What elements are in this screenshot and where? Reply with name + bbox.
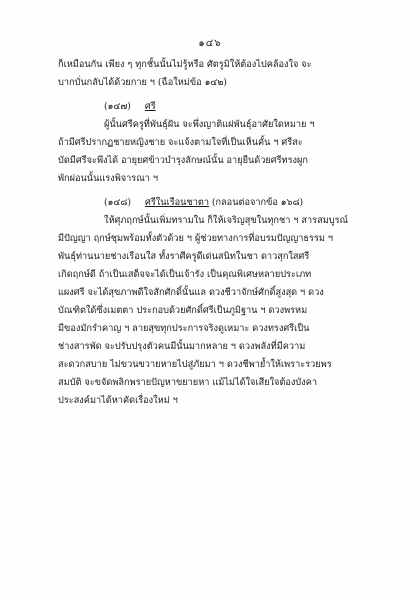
body-line: มีของมักรำคาญ ฯ ลายสุขทุกประการจริงดูเหมาะ ดวงทรงศรีเป็น (58, 323, 310, 334)
section-heading (58, 194, 378, 212)
section-number: (๑๔๗) (104, 101, 131, 112)
section-heading (58, 98, 378, 116)
body-line: แผงศรี จะได้สุขภาพดีใจสักศักดิ์นั้นแล ดวงชีวาจักษ์ศักดิ์สูงสุด ฯ ดวง (58, 287, 324, 298)
body-line: สะดวกสบาย ไม่ขวนขวายหายไปสู่ภัยมา ฯ ดวงชีพาย้ำให้เพราะรวยพร (58, 359, 332, 370)
body-line: ประสงค์มาได้หาคัดเรื่องใหม่ ฯ (58, 395, 178, 406)
body-line: ให้ศุภฤกษ์นั้นเพิ่มทรามใน ก็ให้เจริญสุขในทุกชา ฯ สารสมบูรณ์ (104, 215, 349, 226)
body-line: บากบั่นกลับได้ด้วยกาย ฯ (ฉือใหม่ข้อ ๑๔๒) (58, 77, 227, 88)
body-line: พักผ่อนนั้นแรงพิจารณา ฯ (58, 173, 158, 184)
body-line: เกิดฤกษ์ดี ถ้าเป็นเสด็จจะได้เป็นเจ้ารัง เป็นคุณพิเศษหลายประเภท (58, 269, 312, 280)
section-title-suffix: (กลอนต่อจากข้อ ๑๖๘) (211, 197, 304, 208)
body-line: พันธุ์ท่านนายช่างเรือนใส ทั้งราศีครูดีเด่นสนิทในชา ดาวสุกใสศรี (58, 251, 310, 262)
body-line: สมบัติ จะขจัดพลิกพรายปัญหาขยายหา แม้ไม่ได้ใจเสียใจต้องบังคา (58, 377, 318, 388)
body-line: ก็เหมือนกัน เพียง ๆ ทุกชั้นนั้นไม่รู้หรือ ศัตรูมิให้ต้องไปคล้องใจ จะ (58, 59, 312, 70)
body-line: มีปัญญา ฤกษ์ชุมพร้อมทั้งตัวด้วย ฯ ผู้ช่วยทางการที่อบรมปัญญาธรรม ฯ (58, 233, 334, 244)
body-line: บัดมีศรีจะพึงได้ อายุยศข้าวบำรุงลักษณ์นั้น อายุยืนด้วยศรีทรงผูก (58, 155, 308, 166)
body-line: ถ้ามีศรีปรากฏชายหญิงชาย จะแจ้งตามใจที่เป็นเห็นคั้น ฯ ศรีสะ (58, 137, 303, 148)
section-title: ศรีในเรือนชาตา (145, 197, 209, 208)
page-content (58, 56, 378, 410)
body-line: บัณฑิตใด้ซึ่งเมตตา ประกอบด้วยศักดิ์ศรีเป็นภูมิฐาน ฯ ดวงพรหม (58, 305, 308, 316)
section-title: ศรี (144, 101, 156, 112)
body-line: ช่างสารพัด จะปรับปรุงตัวคนมีนั้นมากหลาย ฯ ดวงพลังที่มีความ (58, 341, 306, 352)
section-number: (๑๔๘) (104, 197, 132, 208)
page-number: ๑๔๖ (198, 38, 222, 49)
body-line: ผู้นั้นศรีครูที่พันธุ์ฝัน จะพึ่งญาติแผ่พันธุ์อาศัยใดหมาย ฯ (104, 119, 315, 130)
